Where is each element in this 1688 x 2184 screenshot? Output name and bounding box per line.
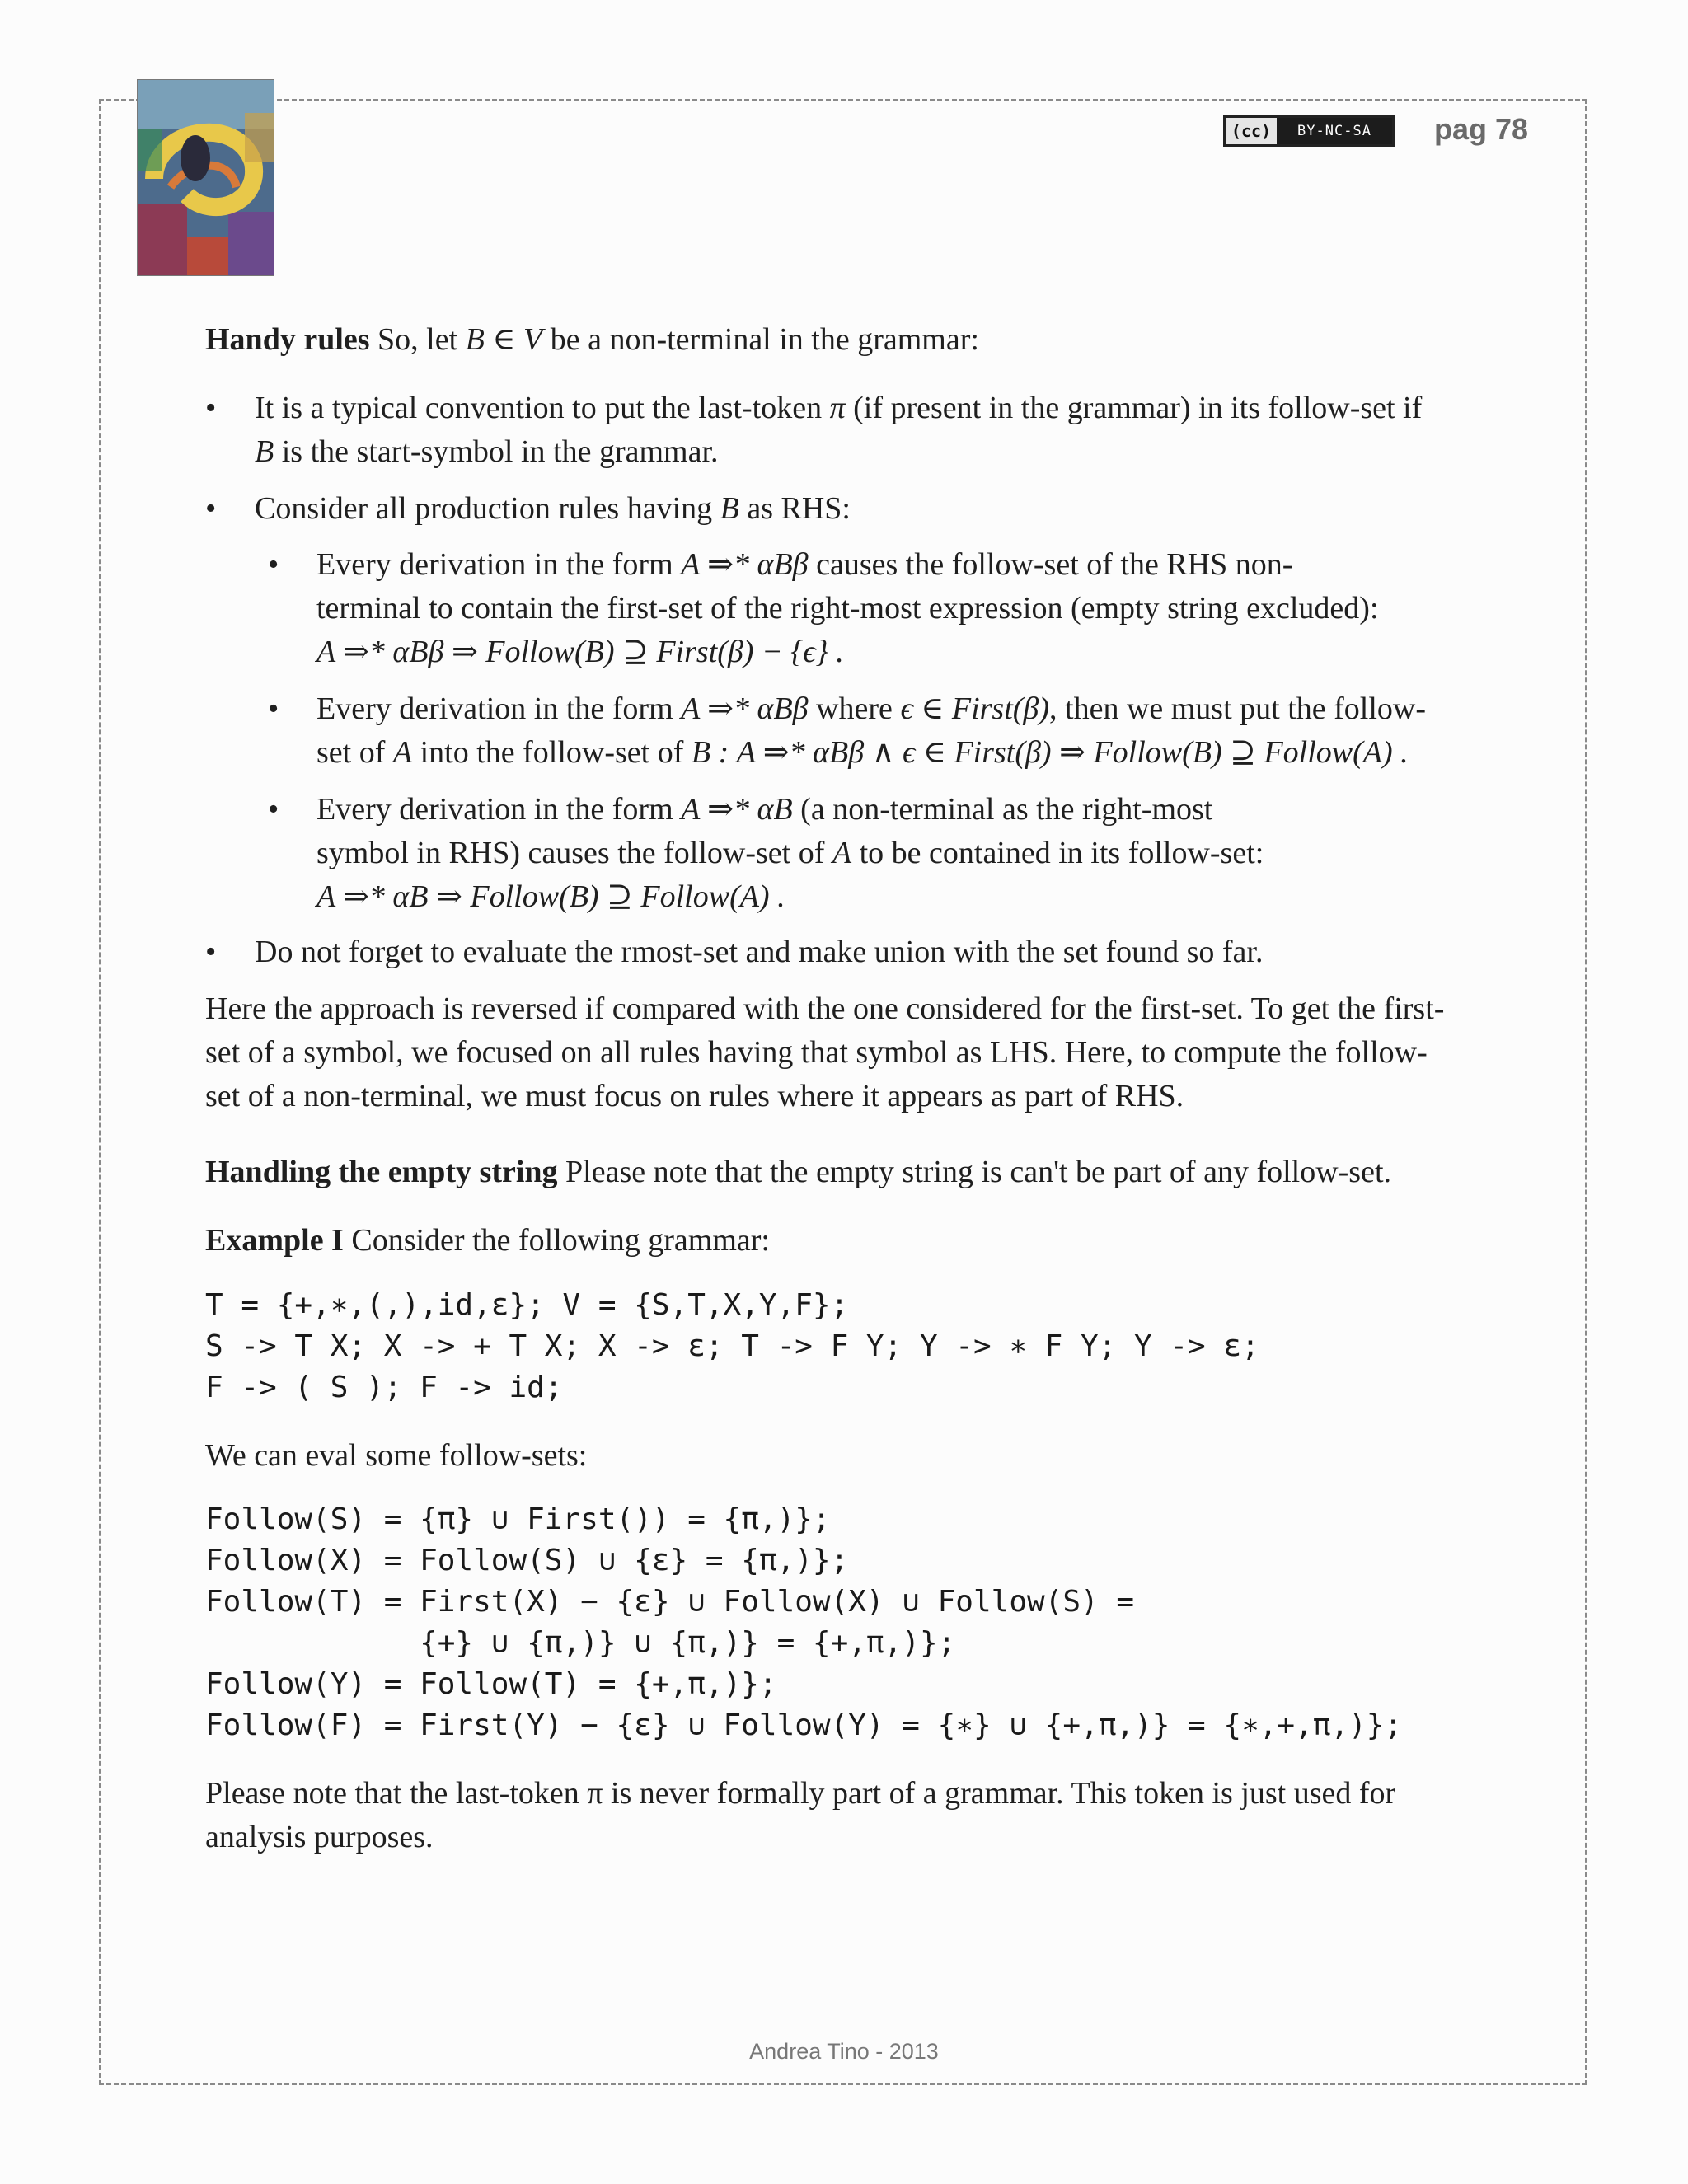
bullet-dot: • [205,491,217,526]
example-paragraph: Example I Consider the following grammar: [205,1223,770,1258]
empty-string-paragraph: Handling the empty string Please note that the empty string is can't be part of any follow-set. [205,1155,1392,1189]
math-b: B [720,491,739,526]
bullet-rmost: Do not forget to evaluate the rmost-set and make union with the set found so far. [255,935,1264,969]
math-b: B [255,434,274,469]
sub-bullet-dot: • [268,691,279,726]
sub-bullet-rightmost: Every derivation in the form A ⇒* αB (a non-terminal as the right-most symbol in RHS) causes the follow-set of A to be contained in its follow-set: A ⇒* αB ⇒ Follow(B) ⊇ Follow(A) . [316,792,1264,914]
math-b-in-v: B ∈ V [465,322,543,357]
page-footer: Andrea Tino - 2013 [749,2039,939,2064]
bullet-production-rules: Consider all production rules having B as RHS: [255,491,851,526]
cover-thumbnail [137,79,274,276]
grammar-code-block [205,1285,1259,1408]
license-badge[interactable] [1223,115,1395,147]
empty-string-heading: Handling the empty string [205,1155,558,1189]
math-derivation: A ⇒* αBβ [681,547,809,582]
code-line: T = {+,∗,(,),id,ε}; V = {S,T,X,Y,F}; [205,1288,849,1322]
follow-code-block [205,1499,1402,1746]
bullet-dot: • [205,935,217,969]
code-line: Follow(X) = Follow(S) ∪ {ε} = {π,)}; [205,1544,849,1577]
handy-rules-heading: Handy rules [205,322,370,357]
math-rule-first: A ⇒* αBβ ⇒ Follow(B) ⊇ First(β) − {ϵ} . [316,635,844,669]
math-b: B : [691,735,729,770]
handy-rules-paragraph: Handy rules So, let B ∈ V be a non-terminal in the grammar: [205,322,979,357]
example-heading: Example I [205,1223,344,1258]
code-line: Follow(F) = First(Y) − {ε} ∪ Follow(Y) = {∗} ∪ {+,π,)} = {∗,+,π,)}; [205,1708,1403,1742]
code-line: {+} ∪ {π,)} ∪ {π,)} = {+,π,)}; [205,1626,956,1660]
reverse-paragraph: Here the approach is reversed if compared with the one considered for the first-set. To get the first- set of a symbol, we focused on all rules having that symbol as LHS. Here, to compute the follow- set of a non-terminal, we must focus on rules where it appears as part of RHS. [205,991,1445,1113]
math-a: A [392,735,413,770]
sub-bullet-dot: • [268,792,279,827]
math-derivation: A ⇒* αB [681,792,793,827]
eval-intro: We can eval some follow-sets: [205,1438,588,1473]
math-a: A [832,836,852,870]
page-number: pag 78 [1434,112,1529,146]
bullet-dot: • [205,391,217,425]
math-epsilon-cond: ϵ ∈ First(β) [900,691,1050,726]
math-rule-follow: A ⇒* αBβ ∧ ϵ ∈ First(β) ⇒ Follow(B) ⊇ Follow(A) . [736,735,1409,770]
cover-painting-image [138,80,274,275]
sub-bullet-first-set: Every derivation in the form A ⇒* αBβ causes the follow-set of the RHS non- terminal to contain the first-set of the right-most expression (empty string excluded): A ⇒* αBβ ⇒ Follow(B) ⊇ First(β) − {ϵ} . [316,547,1379,669]
code-line: S -> T X; X -> + T X; X -> ε; T -> F Y; Y -> ∗ F Y; Y -> ε; [205,1329,1259,1363]
math-pi: π [829,391,846,425]
math-derivation: A ⇒* αBβ [681,691,809,726]
bullet-start-symbol: It is a typical convention to put the last-token π (if present in the grammar) in its follow-set if B is the start-symbol in the grammar. [255,391,1423,469]
license-terms: BY-NC-SA [1277,118,1392,144]
code-line: Follow(T) = First(X) − {ε} ∪ Follow(X) ∪ Follow(S) = [205,1585,1135,1619]
code-line: Follow(Y) = Follow(T) = {+,π,)}; [205,1667,777,1701]
math-rule-rightmost: A ⇒* αB ⇒ Follow(B) ⊇ Follow(A) . [316,879,785,914]
sub-bullet-epsilon: Every derivation in the form A ⇒* αBβ where ϵ ∈ First(β), then we must put the follow- set of A into the follow-set of B : A ⇒* αBβ ∧ ϵ ∈ First(β) ⇒ Follow(B) ⊇ Follow(A) . [316,691,1426,770]
cc-icon: (cc) [1226,118,1277,144]
closing-paragraph: Please note that the last-token π is never formally part of a grammar. This token is just used for analysis purposes. [205,1776,1396,1854]
code-line: F -> ( S ); F -> id; [205,1371,563,1404]
sub-bullet-dot: • [268,547,279,582]
code-line: Follow(S) = {π} ∪ First()) = {π,)}; [205,1502,831,1536]
